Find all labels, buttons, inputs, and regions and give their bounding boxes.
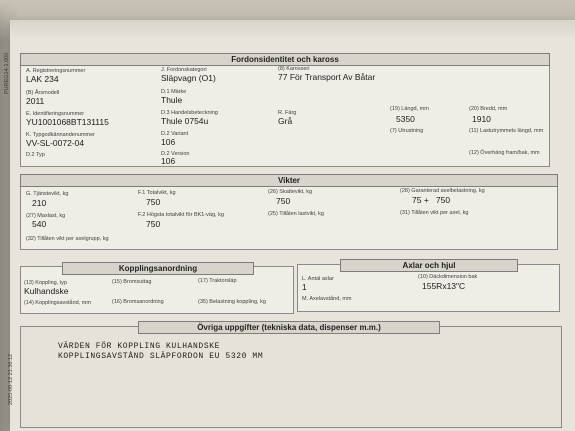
axles-section-title: Axlar och hjul [340, 259, 518, 272]
brake-device-label: (16) Bromsanordning [112, 299, 164, 305]
bk1-weight-value: 750 [146, 219, 161, 229]
approval-value: VV-SL-0072-04 [26, 138, 85, 148]
axle-count-value: 1 [302, 282, 307, 292]
allowed-axle-label: (31) Tillåten vikt per axel, kg [400, 210, 469, 216]
year-value: 2011 [26, 96, 45, 106]
load-length-label: (11) Lastutrymmets längd, mm [469, 128, 544, 134]
width-label: (20) Bredd, mm [469, 106, 508, 112]
tire-size-value: 155Rx13"C [422, 281, 466, 291]
make-label: D.1 Märke [161, 89, 187, 95]
vin-label: E. Identifieringsnummer [26, 111, 85, 117]
type-label: D.2 Typ [26, 152, 45, 158]
length-value: 5350 [396, 114, 415, 124]
coupling-type-label: (13) Koppling, typ [24, 280, 68, 286]
year-label: (B) Årsmodell [26, 90, 60, 96]
vehicle-section-title: Fordonsidentitet och kaross [20, 53, 550, 66]
category-label: J. Fordonskategori [161, 67, 207, 73]
other-info-line-2: KOPPLINGSAVSTÅND SLÄPFORDON EU 5320 MM [58, 352, 264, 361]
total-weight-label: F.1 Totalvikt, kg [138, 190, 176, 196]
coupling-type-value: Kulhandske [24, 286, 69, 296]
overhang-label: (12) Överhäng fram/bak, mm [469, 150, 540, 156]
other-info-title: Övriga uppgifter (tekniska data, dispenser m.m.) [138, 321, 440, 334]
tractor-trailer-label: (17) Traktorsläp [198, 278, 237, 284]
reg-value: LAK 234 [26, 74, 59, 84]
tax-weight-label: (26) Skattevikt, kg [268, 189, 313, 195]
tax-weight-value: 750 [276, 196, 291, 206]
equipment-label: (7) Utrustning [390, 128, 424, 134]
paper-shade [0, 0, 575, 40]
version-label: D.2 Version [161, 151, 190, 157]
weights-section-title: Vikter [20, 174, 558, 187]
bk1-weight-label: F.2 Högsta totalvikt för BK1-väg, kg [138, 212, 224, 218]
axle-count-label: L. Antal axlar [302, 276, 334, 282]
category-value: Släpvagn (O1) [161, 73, 216, 83]
max-load-label: (27) Maxlast, kg [26, 213, 66, 219]
vin-value: YU1001068BT131115 [26, 117, 109, 127]
other-info-line-1: VÄRDEN FÖR KOPPLING KULHANDSKE [58, 342, 221, 351]
curb-weight-value: 210 [32, 198, 47, 208]
axle-group-label: (32) Tillåten vikt per axelgrupp, kg [26, 236, 109, 242]
allowed-load-label: (25) Tillåten lastvikt, kg [268, 211, 324, 217]
coupling-section-title: Kopplingsanordning [62, 262, 254, 275]
variant-label: D.2 Variant [161, 131, 189, 137]
color-label: R. Färg [278, 110, 297, 116]
axle-load-value: 75 + 750 [412, 195, 451, 205]
variant-value: 106 [161, 137, 176, 147]
side-code: PUREG14-1.000 [4, 52, 10, 94]
coupling-distance-label: (14) Kopplingsavstånd, mm [24, 300, 91, 306]
reg-label: A. Registreringsnummer [26, 68, 86, 74]
tradename-label: D.3 Handelsbeteckning [161, 110, 218, 116]
brake-outlet-label: (15) Bromsuttag [112, 279, 152, 285]
color-value: Grå [278, 116, 293, 126]
curb-weight-label: G. Tjänstevikt, kg [26, 191, 69, 197]
axle-spacing-label: M. Axelavstånd, mm [302, 296, 352, 302]
make-value: Thule [161, 95, 183, 105]
body-value: 77 För Transport Av Båtar [278, 72, 376, 82]
axle-load-label: (28) Garanterad axelbelastning, kg [400, 188, 485, 194]
side-timestamp: 2025-06-12 21:36:12 [8, 353, 14, 405]
max-load-value: 540 [32, 219, 47, 229]
approval-label: K. Typgodkännandenummer [26, 132, 95, 138]
version-value: 106 [161, 156, 176, 166]
length-label: (19) Längd, mm [390, 106, 429, 112]
tradename-value: Thule 0754u [161, 116, 209, 126]
total-weight-value: 750 [146, 197, 161, 207]
tire-size-label: (10) Däckdimension bak [418, 274, 478, 280]
body-label: (8) Karosseri [278, 66, 310, 72]
width-value: 1910 [472, 114, 491, 124]
coupling-load-label: (35) Belastning koppling, kg [198, 299, 266, 305]
